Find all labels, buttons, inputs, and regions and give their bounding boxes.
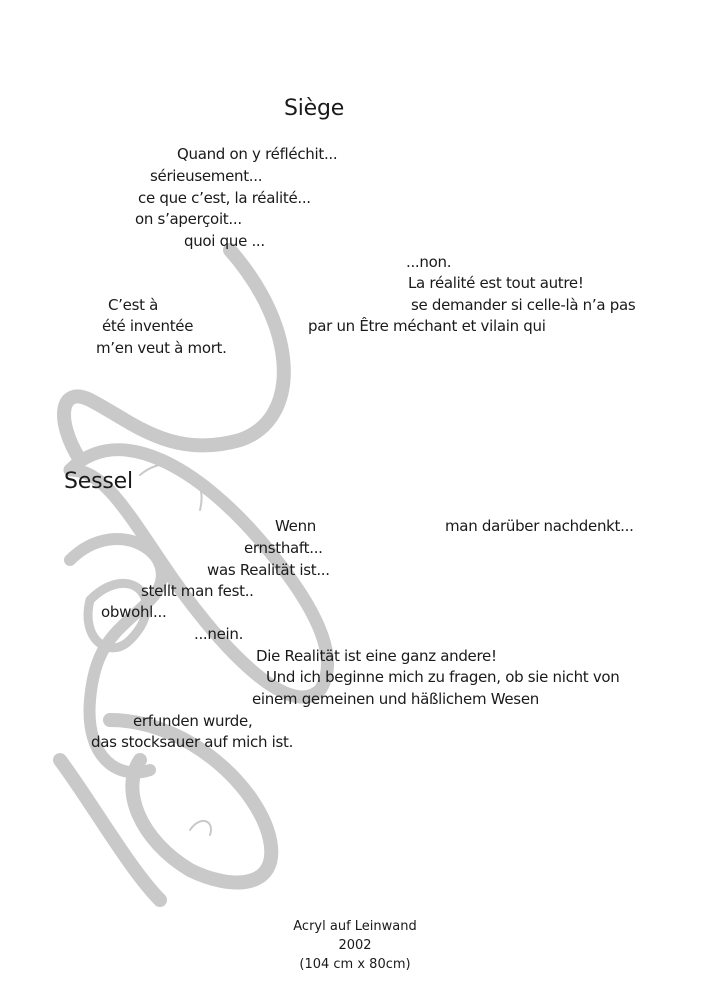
poem-line: das stocksauer auf mich ist. — [91, 733, 294, 751]
poem-line: été inventée — [102, 317, 194, 335]
poem-line: Wenn — [275, 517, 316, 535]
poem-line: Die Realität ist eine ganz andere! — [256, 647, 497, 665]
caption-medium: Acryl auf Leinwand — [293, 919, 417, 934]
poem-line: on s’aperçoit... — [135, 210, 242, 228]
poem-line: ...nein. — [194, 625, 244, 643]
poem-line: sérieusement... — [150, 167, 263, 185]
poem-line: einem gemeinen und häßlichem Wesen — [252, 690, 539, 708]
poem-line: Quand on y réfléchit... — [177, 145, 338, 163]
poem-line: Und ich beginne mich zu fragen, ob sie nicht von — [266, 668, 620, 686]
poem-line: ...non. — [406, 253, 452, 271]
poem-line: La réalité est tout autre! — [408, 274, 584, 292]
poem-line: was Realität ist... — [207, 561, 330, 579]
poem-line: ce que c’est, la réalité... — [138, 189, 311, 207]
poem-line: ernsthaft... — [244, 539, 323, 557]
poem-title-siege: Siège — [284, 96, 345, 121]
caption-dimensions: (104 cm x 80cm) — [299, 957, 411, 972]
poem-line: se demander si celle-là n’a pas — [411, 296, 636, 314]
poem-line: stellt man fest.. — [141, 582, 254, 600]
poem-line: C’est à — [108, 296, 159, 314]
poem-line: par un Être méchant et vilain qui — [308, 317, 546, 335]
poem-line: man darüber nachdenkt... — [445, 517, 634, 535]
poem-title-sessel: Sessel — [64, 469, 133, 494]
poem-line: quoi que ... — [184, 232, 265, 250]
poem-line: obwohl... — [101, 603, 167, 621]
caption-year: 2002 — [338, 938, 372, 953]
poem-line: m’en veut à mort. — [96, 339, 227, 357]
poem-line: erfunden wurde, — [133, 712, 253, 730]
